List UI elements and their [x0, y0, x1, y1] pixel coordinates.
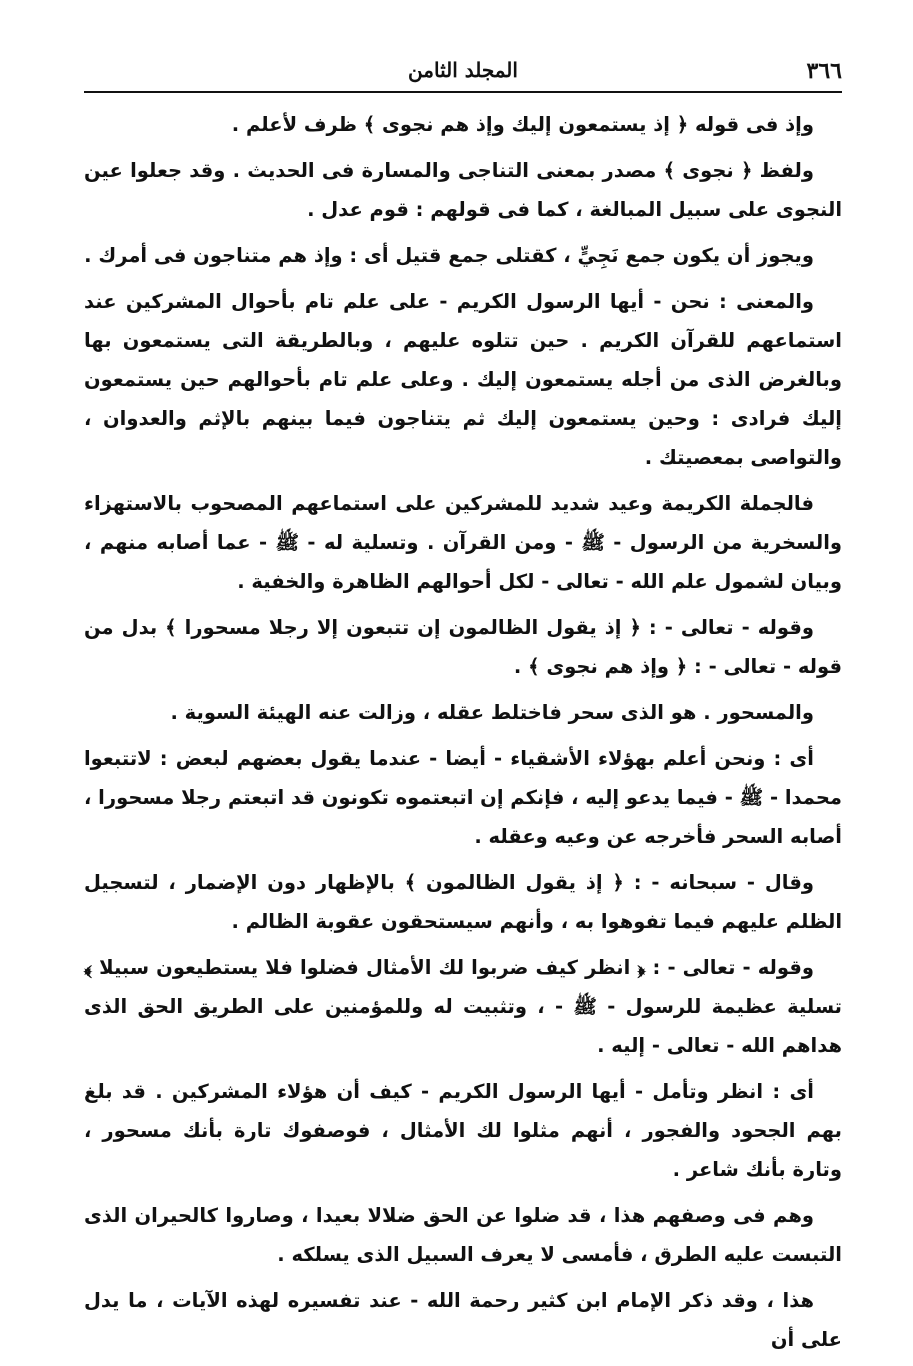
page-header: [84, 58, 842, 88]
header-divider: [84, 91, 842, 93]
paragraph: ولفظ ﴿ نجوى ﴾ مصدر بمعنى التناجى والمسارة فى الحديث . وقد جعلوا عين النجوى على سبيل المبالغة ، كما فى قولهم : قوم عدل .: [84, 159, 842, 221]
paragraph: وقوله - تعالى - : ﴿ إذ يقول الظالمون إن تتبعون إلا رجلا مسحورا ﴾ بدل من قوله - تعالى - : ﴿ وإذ هم نجوى ﴾ .: [84, 616, 842, 678]
paragraph: ويجوز أن يكون جمع نَجِيٍّ ، كقتلى جمع قتيل أى : وإذ هم متناجون فى أمرك .: [84, 244, 814, 267]
page-body: [84, 105, 842, 1366]
paragraph: وإذ فى قوله ﴿ إذ يستمعون إليك وإذ هم نجوى ﴾ ظرف لأعلم .: [231, 113, 814, 136]
paragraph: وقوله - تعالى - : ﴿ انظر كيف ضربوا لك الأمثال فضلوا فلا يستطيعون سبيلا ﴾ تسلية عظيمة للرسول - ﷺ - ، وتثبيت له وللمؤمنين على الطريق الحق الذى هداهم الله - تعالى - إليه .: [84, 956, 842, 1057]
volume-title: المجلد الثامن: [408, 58, 518, 82]
paragraph: هذا ، وقد ذكر الإمام ابن كثير رحمة الله - عند تفسيره لهذه الآيات ، ما يدل على أن: [84, 1289, 842, 1351]
paragraph: فالجملة الكريمة وعيد شديد للمشركين على استماعهم المصحوب بالاستهزاء والسخرية من الرسول - ﷺ - ومن القرآن . وتسلية له - ﷺ - عما أصابه منهم ، وبيان لشمول علم الله - تعالى - لكل أحوالهم الظاهرة والخفية .: [84, 492, 842, 593]
paragraph: وقال - سبحانه - : ﴿ إذ يقول الظالمون ﴾ بالإظهار دون الإضمار ، لتسجيل الظلم عليهم فيما تفوهوا به ، وأنهم سيستحقون عقوبة الظالم .: [84, 871, 842, 933]
paragraph: أى : ونحن أعلم بهؤلاء الأشقياء - أيضا - عندما يقول بعضهم لبعض : لاتتبعوا محمدا - ﷺ - فيما يدعو إليه ، فإنكم إن اتبعتموه تكونون قد اتبعتم رجلا مسحورا ، أصابه السحر فأخرجه عن وعيه وعقله .: [83, 747, 842, 848]
page-number: ٣٦٦: [806, 58, 842, 84]
paragraph: والمسحور . هو الذى سحر فاختلط عقله ، وزالت عنه الهيئة السوية .: [170, 701, 814, 724]
paragraph: وهم فى وصفهم هذا ، قد ضلوا عن الحق ضلالا بعيدا ، وصاروا كالحيران الذى التبست عليه الطرق ، فأمسى لا يعرف السبيل الذى يسلكه .: [84, 1204, 842, 1266]
paragraph: أى : انظر وتأمل - أيها الرسول الكريم - كيف أن هؤلاء المشركين . قد بلغ بهم الجحود والفجور ، أنهم مثلوا لك الأمثال ، فوصفوك تارة بأنك مسحور ، وتارة بأنك شاعر .: [84, 1080, 842, 1181]
paragraph: والمعنى : نحن - أيها الرسول الكريم - على علم تام بأحوال المشركين عند استماعهم للقرآن الكريم . حين تتلوه عليهم ، وبالطريقة التى يستمعون بها وبالغرض الذى من أجله يستمعون إليك . وعلى علم تام بأحوالهم حين يستمعون إليك فرادى : وحين يستمعون إليك ثم يتناجون فيما بينهم بالإثم والعدوان ، والتواصى بمعصيتك .: [84, 290, 842, 469]
